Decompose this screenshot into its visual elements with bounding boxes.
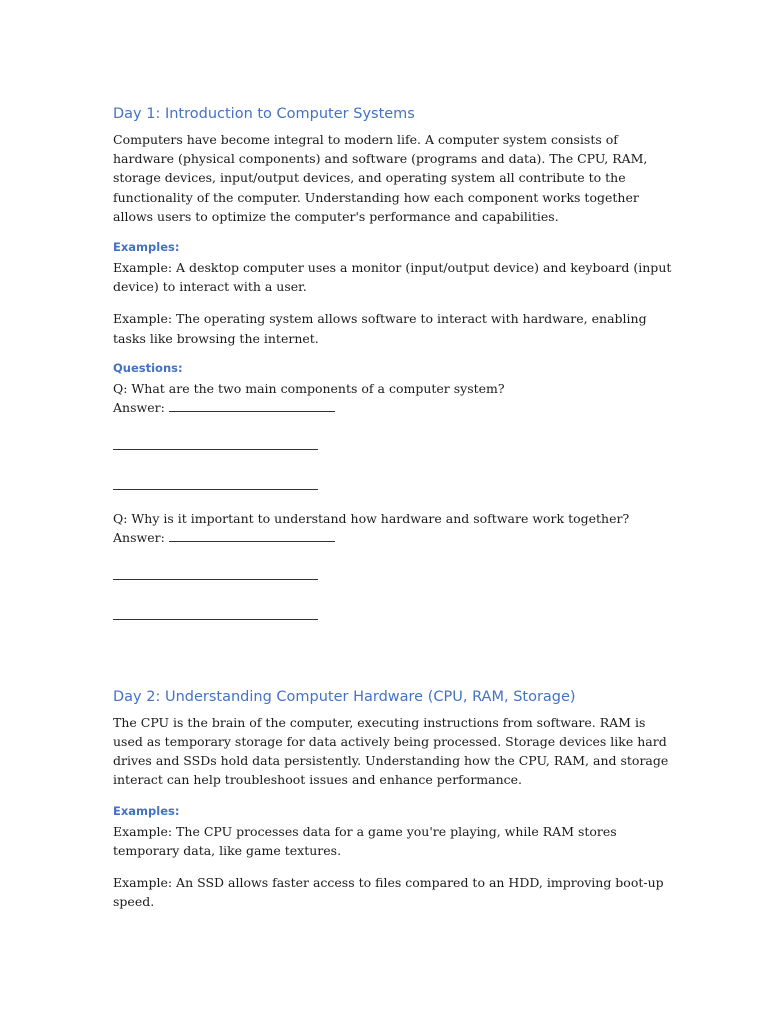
- day2-examples-heading: Examples:: [113, 803, 180, 818]
- day1-question-1: Q: What are the two main components of a computer system?: [113, 380, 505, 396]
- day1-answer-2-row: [113, 528, 673, 547]
- day2-example-2: Example: An SSD allows faster access to files compared to an HDD, improving boot-up speed.: [113, 875, 664, 910]
- document-content: [113, 104, 673, 911]
- day1-title: Day 1: Introduction to Computer Systems: [113, 106, 415, 122]
- answer-label: Answer:: [113, 399, 165, 415]
- day1-questions-heading: Questions:: [113, 360, 183, 375]
- day1-example-2: Example: The operating system allows software to interact with hardware, enabling tasks like browsing the internet.: [113, 311, 647, 346]
- day2-example-1: Example: The CPU processes data for a game you're playing, while RAM stores temporary data, like game textures.: [113, 823, 617, 858]
- answer-2-line-3[interactable]: [113, 619, 318, 620]
- answer-label: Answer:: [113, 529, 165, 545]
- day2-title: Day 2: Understanding Computer Hardware (CPU, RAM, Storage): [113, 688, 576, 705]
- answer-2-line-2[interactable]: [113, 579, 318, 580]
- answer-2-blank[interactable]: [169, 541, 335, 542]
- day1-example-1: Example: A desktop computer uses a monitor (input/output device) and keyboard (input device) to interact with a user.: [113, 260, 672, 295]
- day1-answer-1-row: [113, 398, 673, 417]
- answer-1-line-3[interactable]: [113, 489, 318, 490]
- day2-intro: The CPU is the brain of the computer, executing instructions from software. RAM is used as temporary storage for data actively being processed. Storage devices like hard drives and SSDs hold data persistently. Understanding how the CPU, RAM, and storage interact can help troubleshoot issues and enhance performance.: [113, 714, 669, 788]
- day1-intro: Computers have become integral to modern life. A computer system consists of hardware (physical components) and software (programs and data). The CPU, RAM, storage devices, input/output devices, and operating system all contribute to the functionality of the computer. Understanding how each component works together allows users to optimize the computer's performance and capabilities.: [113, 132, 648, 224]
- day1-examples-heading: Examples:: [113, 240, 180, 255]
- answer-1-blank[interactable]: [169, 411, 335, 412]
- answer-1-line-2[interactable]: [113, 449, 318, 450]
- day1-question-2: Q: Why is it important to understand how hardware and software work together?: [113, 510, 630, 526]
